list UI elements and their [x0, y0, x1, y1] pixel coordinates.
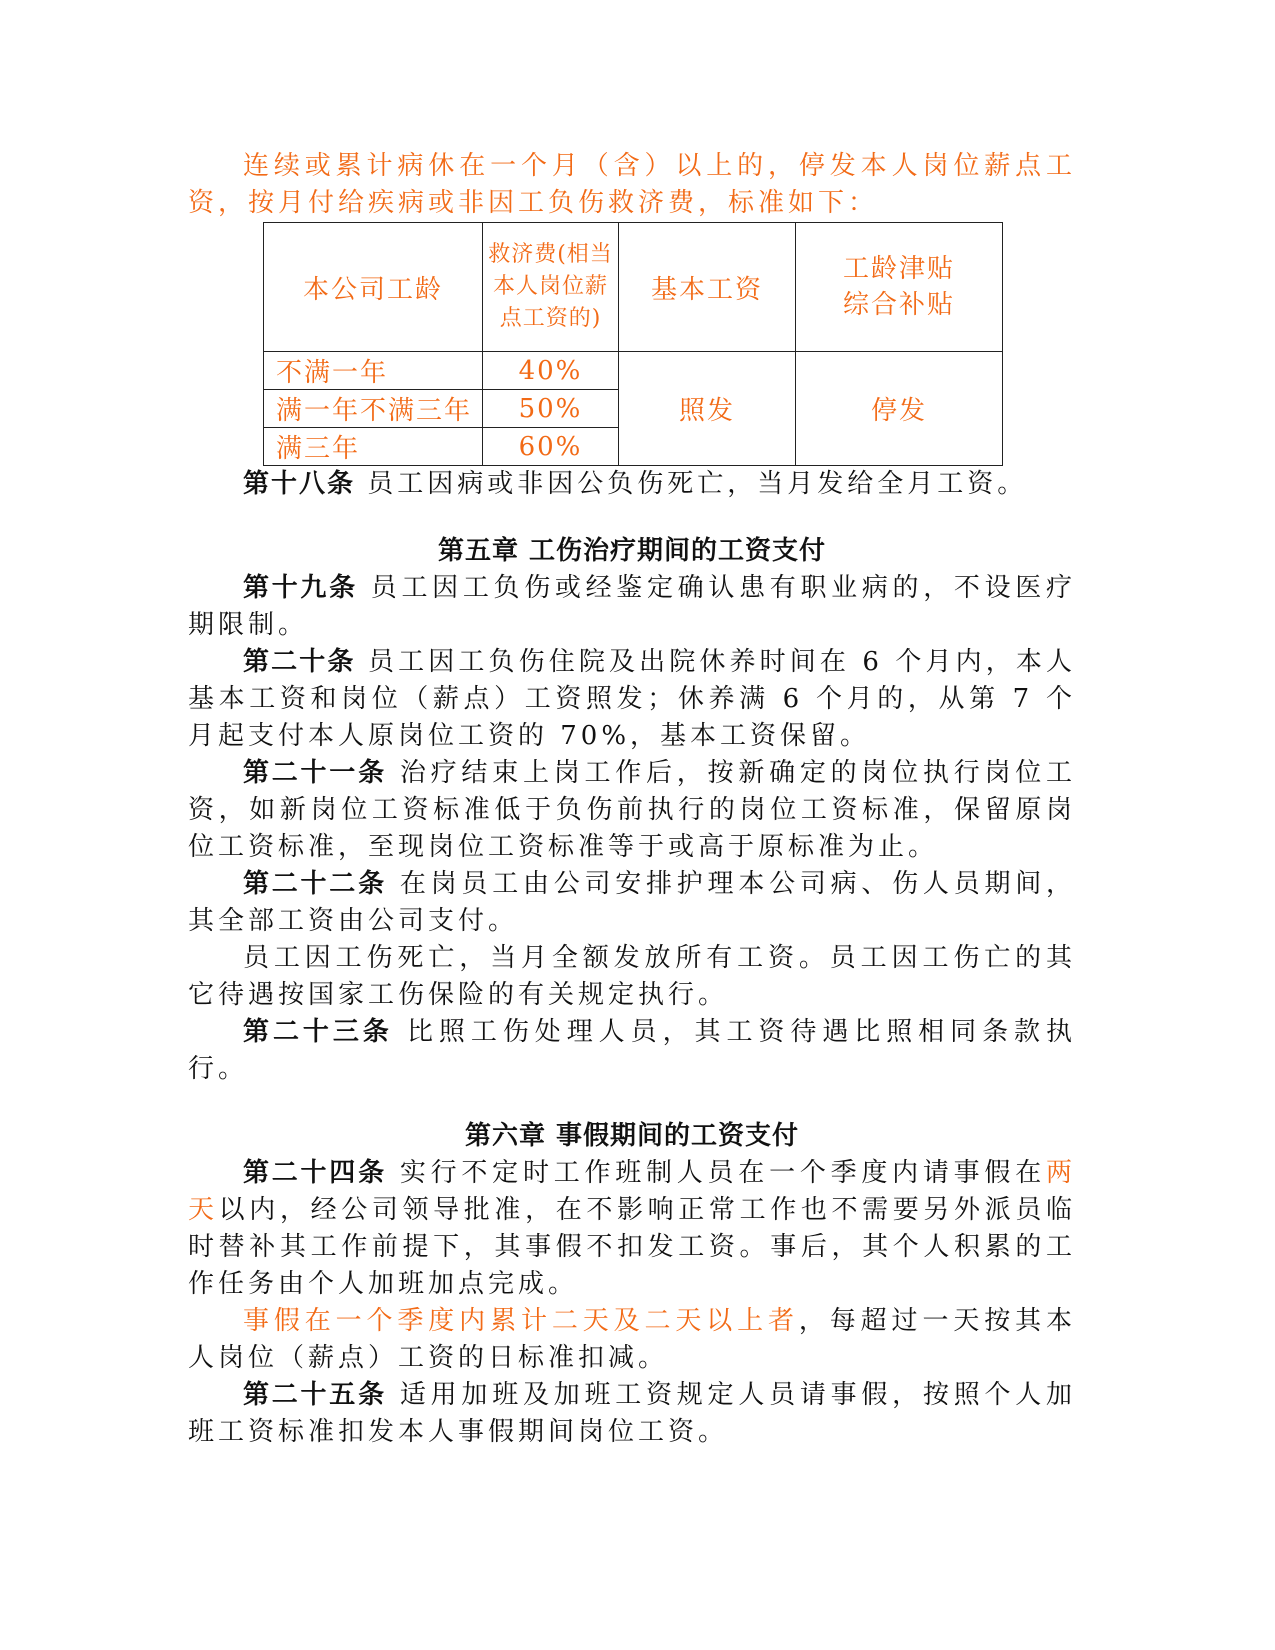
header-allowance-line1: 工龄津贴: [842, 254, 955, 284]
article-21: [188, 755, 1076, 866]
row-relief-pay: 40%: [483, 352, 619, 390]
article-21-label: 第二十一条: [243, 758, 387, 788]
header-allowance: [796, 223, 1003, 352]
table-row: [264, 352, 1003, 390]
header-seniority: 本公司工龄: [264, 223, 483, 352]
article-24-text-before: 实行不定时工作班制人员在一个季度内请事假在: [399, 1158, 1046, 1188]
row-seniority: 满三年: [264, 428, 483, 466]
article-18-text: 员工因病或非因公负伤死亡，当月发给全月工资。: [367, 469, 1028, 499]
article-24-extra-text: ，每超过一天按其本人岗位（薪点）工资的日标准扣减。: [188, 1306, 1076, 1373]
row-seniority: 不满一年: [264, 352, 483, 390]
article-25-text: 适用加班及加班工资规定人员请事假，按照个人加班工资标准扣发本人事假期间岗位工资。: [188, 1380, 1076, 1447]
row-relief-pay: 50%: [483, 390, 619, 428]
article-22: [188, 866, 1076, 940]
article-24-highlight: 两天: [188, 1158, 1076, 1225]
article-21-text: 治疗结束上岗工作后，按新确定的岗位执行岗位工资，如新岗位工资标准低于负伤前执行的岗位工资标准，保留原岗位工资标准，至现岗位工资标准等于或高于原标准为止。: [188, 758, 1076, 862]
article-24: [188, 1155, 1076, 1303]
article-23: [188, 1014, 1076, 1088]
article-24-extra: [188, 1303, 1076, 1377]
article-22-text: 在岗员工由公司安排护理本公司病、伤人员期间，其全部工资由公司支付。: [188, 869, 1076, 936]
article-24-label: 第二十四条: [243, 1158, 387, 1188]
header-relief-pay: 救济费(相当本人岗位薪点工资的): [483, 223, 619, 352]
allowance-value: 停发: [796, 352, 1003, 466]
article-18: [188, 466, 1076, 503]
header-base-salary: 基本工资: [619, 223, 796, 352]
article-25-label: 第二十五条: [243, 1380, 387, 1410]
article-23-text: 比照工伤处理人员，其工资待遇比照相同条款执行。: [188, 1017, 1076, 1084]
article-19-text: 员工因工负伤或经鉴定确认患有职业病的，不设医疗期限制。: [188, 573, 1076, 640]
article-22-extra: 员工因工伤死亡，当月全额发放所有工资。员工因工伤亡的其它待遇按国家工伤保险的有关规定执行。: [188, 943, 1076, 1010]
article-20-label: 第二十条: [243, 647, 356, 677]
article-22-label: 第二十二条: [243, 869, 387, 899]
base-salary-value: 照发: [619, 352, 796, 466]
header-allowance-line2: 综合补贴: [842, 290, 955, 320]
article-25: [188, 1377, 1076, 1451]
row-seniority: 满一年不满三年: [264, 390, 483, 428]
article-23-label: 第二十三条: [243, 1017, 393, 1047]
chapter-6-title: 第六章 事假期间的工资支付: [464, 1121, 800, 1151]
article-20-text: 员工因工负伤住院及出院休养时间在 6 个月内，本人基本工资和岗位（薪点）工资照发；休养满 6 个月的，从第 7 个月起支付本人原岗位工资的 70%，基本工资保留。: [188, 647, 1076, 751]
document-page: [188, 148, 1076, 1451]
article-18-label: 第十八条: [243, 469, 356, 499]
row-relief-pay: 60%: [483, 428, 619, 466]
article-20: [188, 644, 1076, 755]
article-19: [188, 570, 1076, 644]
article-24-extra-highlight: 事假在一个季度内累计二天及二天以上者: [243, 1306, 799, 1336]
table-header-row: [264, 223, 1003, 352]
chapter-5-title: 第五章 工伤治疗期间的工资支付: [437, 536, 827, 566]
article-24-text-after: 以内，经公司领导批准，在不影响正常工作也不需要另外派员临时替补其工作前提下，其事假不扣发工资。事后，其个人积累的工作任务由个人加班加点完成。: [188, 1195, 1076, 1299]
intro-paragraph: 连续或累计病休在一个月（含）以上的，停发本人岗位薪点工资，按月付给疾病或非因工负伤救济费，标准如下：: [188, 151, 1076, 218]
article-19-label: 第十九条: [243, 573, 358, 603]
relief-standard-table: [263, 222, 1003, 466]
